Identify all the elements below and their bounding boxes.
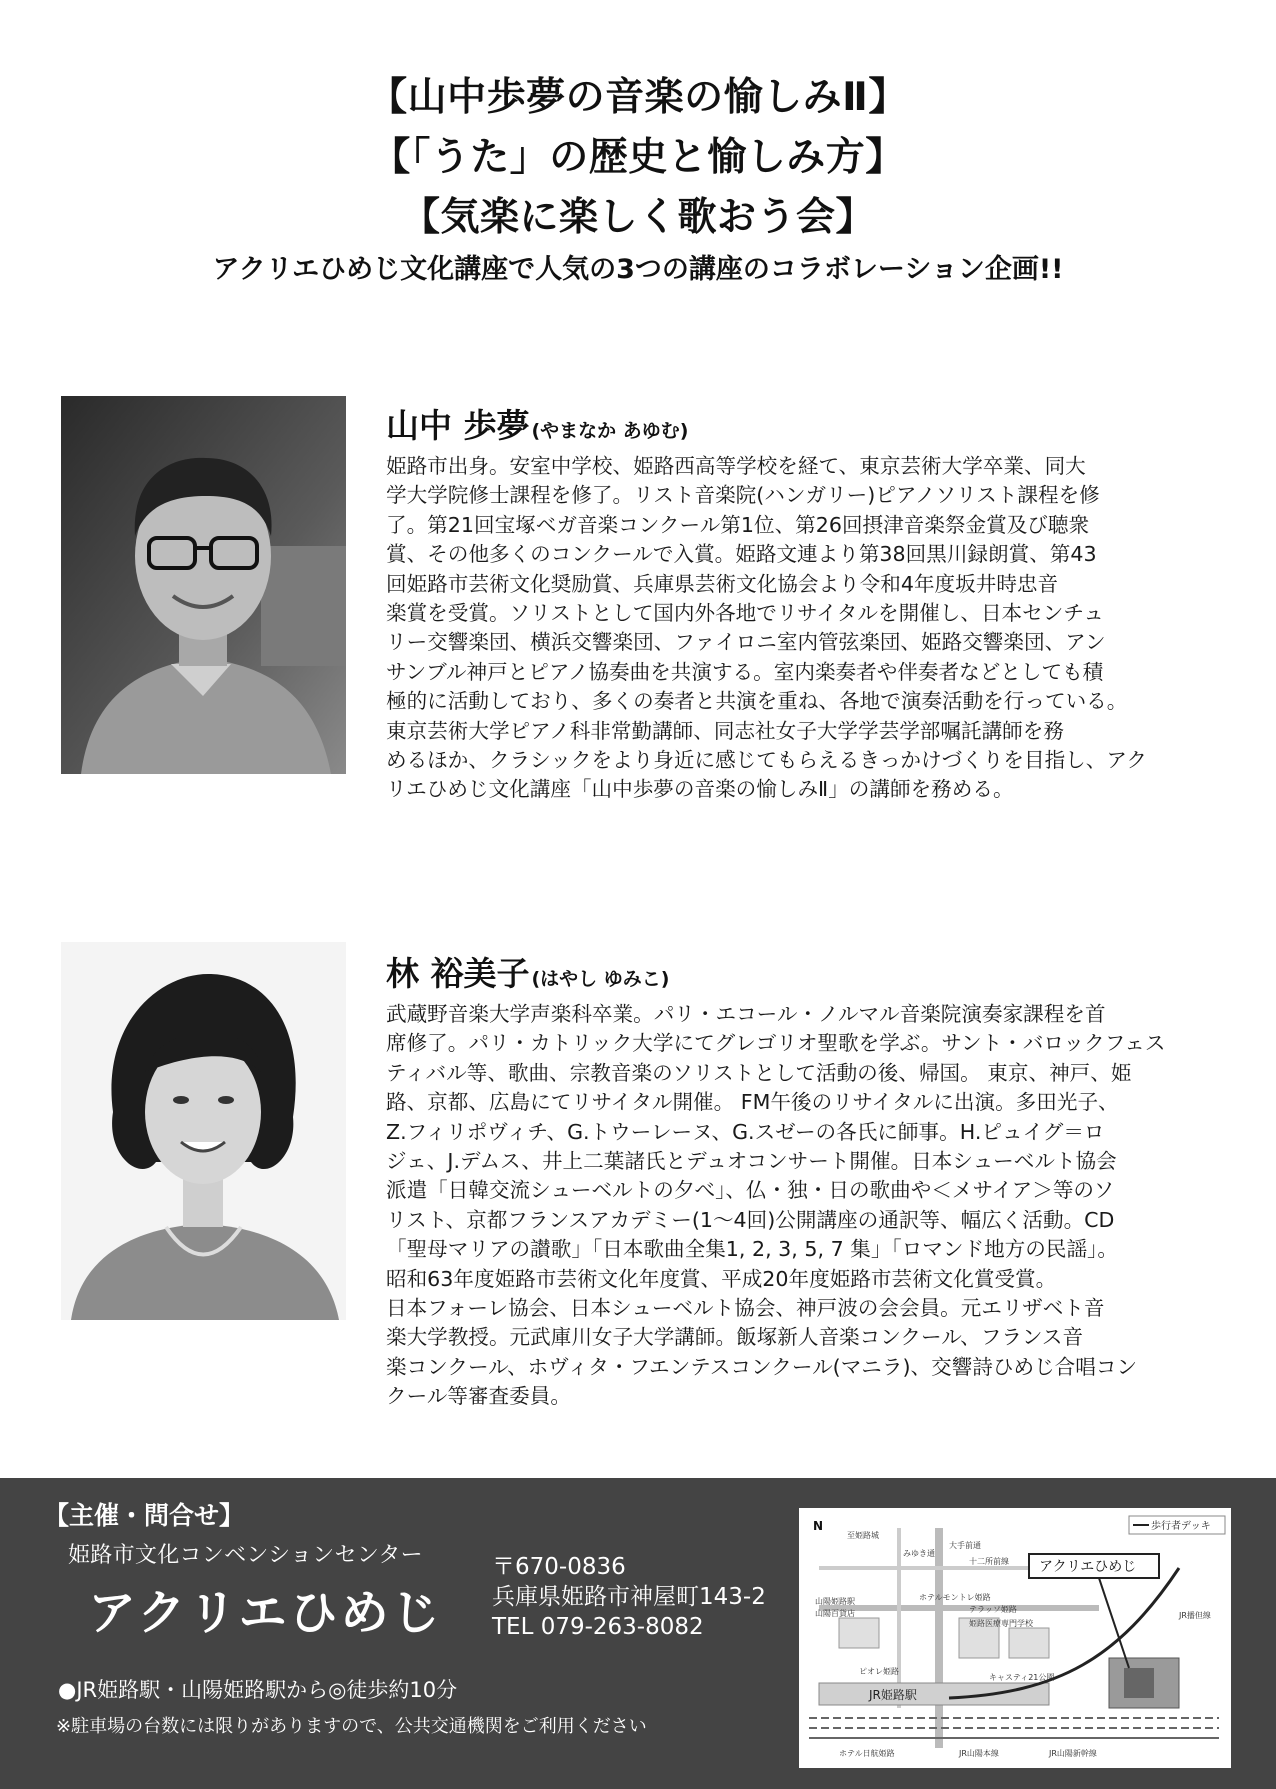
subtitle: アクリエひめじ文化講座で人気の3つの講座のコラボレーション企画!! [212,254,1064,285]
map-label-sanyo-dept: 山陽百貨店 [815,1609,855,1618]
person2-name-text: 林 裕美子 [386,954,530,993]
address-block [492,1552,766,1642]
bio-line: 回姫路市芸術文化奨励賞、兵庫県芸術文化協会より令和4年度坂井時忠音 [386,571,1059,596]
street-address: 兵庫県姫路市神屋町143-2 [492,1584,766,1610]
map-label-piole: ピオレ姫路 [859,1667,899,1676]
access-map [799,1508,1231,1768]
bio-line: Z.フィリポヴィチ、G.トウーレーヌ、G.スゼーの各氏に師事。H.ピュイグ＝ロ [386,1119,1105,1144]
bio-line: 楽大学教授。元武庫川女子大学講師。飯塚新人音楽コンクール、フランス音 [386,1325,1084,1350]
bio-line: 日本フォーレ協会、日本シューベルト協会、神戸波の会会員。元エリザベト音 [386,1296,1105,1321]
map-label-juniso: 十二所前線 [969,1557,1009,1566]
map-label-school: 姫路医療専門学校 [969,1619,1033,1628]
bio-line: リスト、京都フランスアカデミー(1～4回)公開講座の通訳等、幅広く活動。CD [386,1207,1115,1232]
map-label-otemae: 大手前通 [949,1541,981,1550]
map-station-label: JR姫路駅 [869,1688,917,1702]
person1-name-text: 山中 歩夢 [386,406,530,445]
organizer-name: 姫路市文化コンベンションセンター [68,1543,423,1568]
map-label-miyuki: みゆき通 [903,1549,935,1558]
person2-reading: (はやし ゆみこ) [531,968,670,990]
bio-line: サンブル神戸とピアノ協奏曲を共演する。室内楽奏者や伴奏者などとしても積 [386,659,1104,684]
title-line-3: 【気楽に楽しく歌おう会】 [400,195,875,240]
portrait-photo-yamanaka [61,396,346,774]
parking-note: ※駐車場の台数には限りがありますので、公共交通機関をご利用ください [56,1716,647,1737]
bio-line: 東京芸術大学ピアノ科非常勤講師、同志社女子大学学芸学部嘱託講師を務 [386,718,1064,743]
map-deck-legend: 歩行者デッキ [1151,1521,1211,1532]
bio-line: 「聖母マリアの讃歌」「日本歌曲全集1, 2, 3, 5, 7 集」「ロマンド地方の民謡」。 [386,1237,1118,1262]
bio-line: 昭和63年度姫路市芸術文化年度賞、平成20年度姫路市芸術文化賞受賞。 [386,1266,1057,1291]
bio-line: 派遣「日韓交流シューベルトの夕べ」、仏・独・日の歌曲や＜メサイア＞等のソ [386,1178,1115,1203]
bio-line: 席修了。パリ・カトリック大学にてグレゴリオ聖歌を学ぶ。サント・バロックフェス [386,1031,1166,1056]
venue-brand-logo: アクリエひめじ [88,1585,443,1641]
map-label-sanyo: 山陽姫路駅 [815,1597,855,1606]
access-info: ●JR姫路駅・山陽姫路駅から◎徒歩約10分 [58,1678,458,1702]
portrait-photo-hayashi [61,942,346,1320]
bio-line: 武蔵野音楽大学声楽科卒業。パリ・エコール・ノルマル音楽院演奏家課程を首 [386,1002,1106,1026]
footer-heading: 【主催・問合せ】 [44,1501,245,1530]
map-label-terrasso: テラッソ姫路 [969,1605,1017,1614]
bio-line: クール等審査委員。 [386,1384,571,1409]
map-label-kyasty: キャスティ21公園 [989,1673,1055,1682]
north-arrow-icon: N [813,1519,824,1533]
bio-line: 路、京都、広島にてリサイタル開催。 FM午後のリサイタルに出演。多田光子、 [386,1090,1119,1115]
bio-line: ティバル等、歌曲、宗教音楽のソリストとして活動の後、帰国。 東京、神戸、姫 [386,1060,1132,1085]
bio-line: 楽賞を受賞。ソリストとして国内外各地でリサイタルを開催し、日本センチュ [386,601,1104,626]
map-label-bantan: JR播但線 [1179,1611,1211,1620]
map-venue-label: アクリエひめじ [1039,1559,1137,1575]
bio-line: 賞、その他多くのコンクールで入賞。姫路文連より第38回黒川録朗賞、第43 [386,542,1097,567]
bio-line: 極的に活動しており、多くの奏者と共演を重ね、各地で演奏活動を行っている。 [386,689,1128,714]
person1-name [386,400,688,447]
bio-line: 了。第21回宝塚ベガ音楽コンクール第1位、第26回摂津音楽祭金賞及び聴衆 [386,512,1090,537]
postal-code: 〒670-0836 [492,1554,626,1580]
title-line-2: 【「うた」の歴史と愉しみ方】 [371,135,905,180]
bio-line: ジェ、J.デムス、井上二葉諸氏とデュオコンサート開催。日本シューベルト協会 [386,1149,1117,1174]
bio-line: リー交響楽団、横浜交響楽団、ファイロニ室内管弦楽団、姫路交響楽団、アン [386,630,1106,655]
bio-line: 学大学院修士課程を修了。リスト音楽院(ハンガリー)ピアノソリスト課程を修 [386,483,1100,508]
bio-line: 姫路市出身。安室中学校、姫路西高等学校を経て、東京芸術大学卒業、同大 [386,454,1086,478]
person2-name [386,948,669,995]
map-label-hotel-monterey: ホテルモントレ姫路 [919,1593,991,1602]
map-label-nikko: ホテル日航姫路 [839,1749,895,1758]
map-label-shinkansen: JR山陽新幹線 [1049,1749,1097,1758]
phone-number: TEL 079-263-8082 [492,1614,704,1640]
title-block [0,68,1276,290]
bio-line: リエひめじ文化講座「山中歩夢の音楽の愉しみⅡ」の講師を務める。 [386,777,1014,802]
bio-line: めるほか、クラシックをより身近に感じてもらえるきっかけづくりを目指し、アク [386,748,1147,773]
bio-line: 楽コンクール、ホヴィタ・フエンテスコンクール(マニラ)、交響詩ひめじ合唱コン [386,1354,1138,1379]
person2-bio [386,1000,1212,1412]
footer-contact-panel [0,1478,1276,1789]
person1-bio [386,452,1212,805]
title-line-1: 【山中歩夢の音楽の愉しみⅡ】 [368,75,908,120]
map-label-sanyo-line: JR山陽本線 [959,1749,999,1758]
person1-reading: (やまなか あゆむ) [531,420,689,442]
map-label-castle: 至姫路城 [847,1531,879,1540]
